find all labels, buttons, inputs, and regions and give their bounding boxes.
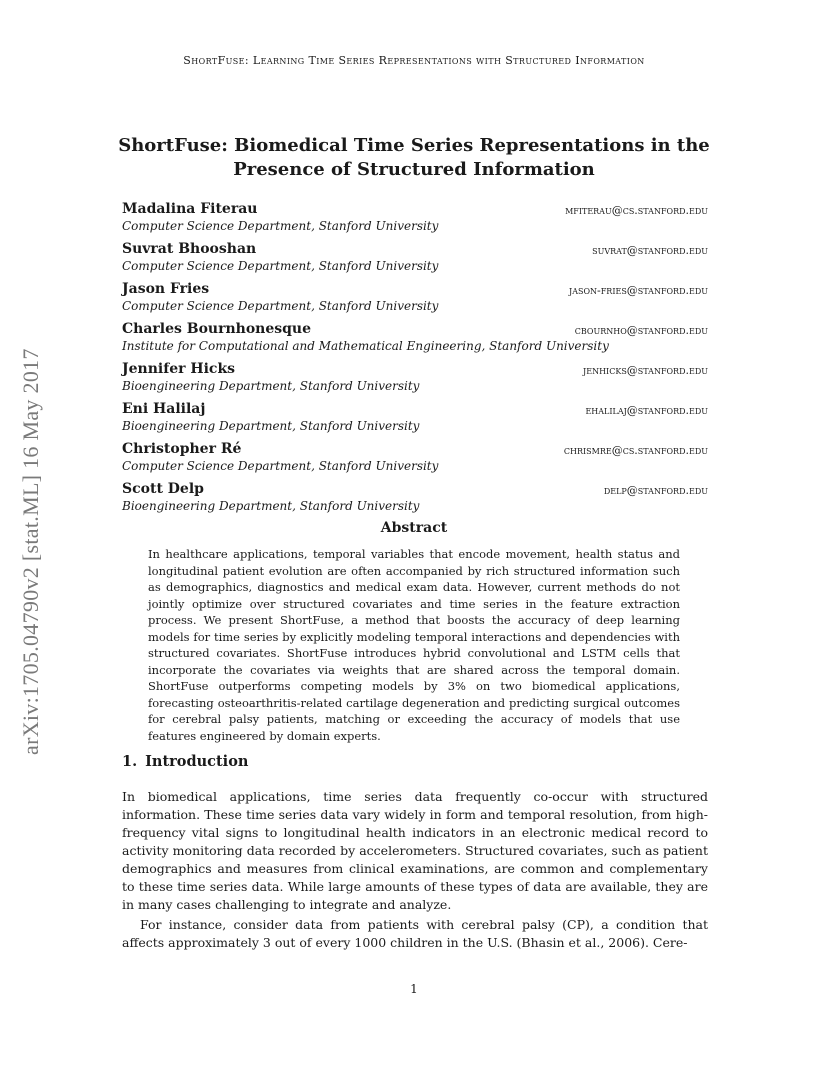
- section-heading-introduction: [122, 753, 248, 770]
- paper-title: [110, 134, 718, 182]
- author-email: chrismre@cs.stanford.edu: [563, 444, 708, 457]
- author-entry: [122, 279, 708, 319]
- introduction-body: [122, 788, 708, 952]
- author-name: Charles Bournhonesque: [122, 321, 312, 337]
- author-entry: [122, 239, 708, 279]
- paper-title-line-1: ShortFuse: Biomedical Time Series Representations in the: [118, 135, 710, 156]
- abstract-text: In healthcare applications, temporal variables that encode movement, health status and longitudinal patient evolution are often accompanied by rich structured information such as demographics, diagnostics and medical exam data. However, current methods do not jointly optimize over structured covariates and time series in the feature extraction process. We present ShortFuse, a method that boosts the accuracy of deep learning models for time series by explicitly modeling temporal interactions and dependencies with structured covariates. ShortFuse introduces hybrid convolutional and LSTM cells that incorporate the covariates via weights that are shared across the temporal domain. ShortFuse outperforms competing models by 3% on two biomedical applications, forecasting osteoarthritis-related cartilage degeneration and predicting surgical outcomes for cerebral palsy patients, matching or exceeding the accuracy of models that use features engineered by domain experts.: [148, 547, 680, 743]
- author-entry: [122, 439, 708, 479]
- author-email: ehalilaj@stanford.edu: [585, 404, 708, 417]
- author-affiliation: Bioengineering Department, Stanford University: [122, 379, 420, 393]
- author-entry: [122, 399, 708, 439]
- intro-paragraph: In biomedical applications, time series data frequently co-occur with structured information. These time series data vary widely in form and temporal resolution, from high-frequency vital signs to longitudinal health indicators in an electronic medical record to activity monitoring data recorded by accelerometers. Structured covariates, such as patient demographics and measures from clinical examinations, are common and complementary to these time series data. While large amounts of these types of data are available, they are in many cases challenging to integrate and analyze.: [122, 789, 708, 912]
- arxiv-identifier-stamp: arXiv:1705.04790v2 [stat.ML] 16 May 2017: [18, 348, 43, 755]
- author-affiliation: Computer Science Department, Stanford University: [122, 219, 439, 233]
- author-email: mfiterau@cs.stanford.edu: [565, 204, 708, 217]
- author-email: delp@stanford.edu: [603, 484, 708, 497]
- page-number: 1: [410, 982, 418, 996]
- author-email: jenhicks@stanford.edu: [583, 364, 708, 377]
- author-name: Scott Delp: [122, 481, 204, 497]
- author-name: Eni Halilaj: [122, 401, 206, 417]
- author-name: Christopher Ré: [122, 441, 242, 457]
- intro-paragraph: For instance, consider data from patients with cerebral palsy (CP), a condition that affects approximately 3 out of every 1000 children in the U.S. (Bhasin et al., 2006). Cere-: [122, 917, 708, 950]
- author-affiliation: Institute for Computational and Mathematical Engineering, Stanford University: [122, 339, 609, 353]
- author-affiliation: Bioengineering Department, Stanford University: [122, 499, 420, 513]
- author-name: Jason Fries: [122, 281, 210, 297]
- abstract-heading: Abstract: [380, 520, 448, 536]
- section-title: Introduction: [145, 753, 249, 770]
- author-entry: [122, 479, 708, 519]
- author-list: [122, 199, 708, 519]
- author-email: cbournho@stanford.edu: [574, 324, 708, 337]
- author-entry: [122, 199, 708, 239]
- author-affiliation: Computer Science Department, Stanford University: [122, 259, 439, 273]
- author-email: jason-fries@stanford.edu: [569, 284, 708, 297]
- running-header: ShortFuse: Learning Time Series Representations with Structured Information: [183, 54, 645, 67]
- paper-title-line-2: Presence of Structured Information: [233, 159, 595, 180]
- author-affiliation: Bioengineering Department, Stanford University: [122, 419, 420, 433]
- author-name: Madalina Fiterau: [122, 201, 258, 217]
- author-name: Suvrat Bhooshan: [122, 241, 257, 257]
- author-name: Jennifer Hicks: [122, 361, 236, 377]
- author-email: suvrat@stanford.edu: [592, 244, 708, 257]
- author-entry: [122, 319, 708, 359]
- author-affiliation: Computer Science Department, Stanford University: [122, 299, 439, 313]
- author-entry: [122, 359, 708, 399]
- author-affiliation: Computer Science Department, Stanford University: [122, 459, 439, 473]
- section-number: 1.: [122, 753, 138, 770]
